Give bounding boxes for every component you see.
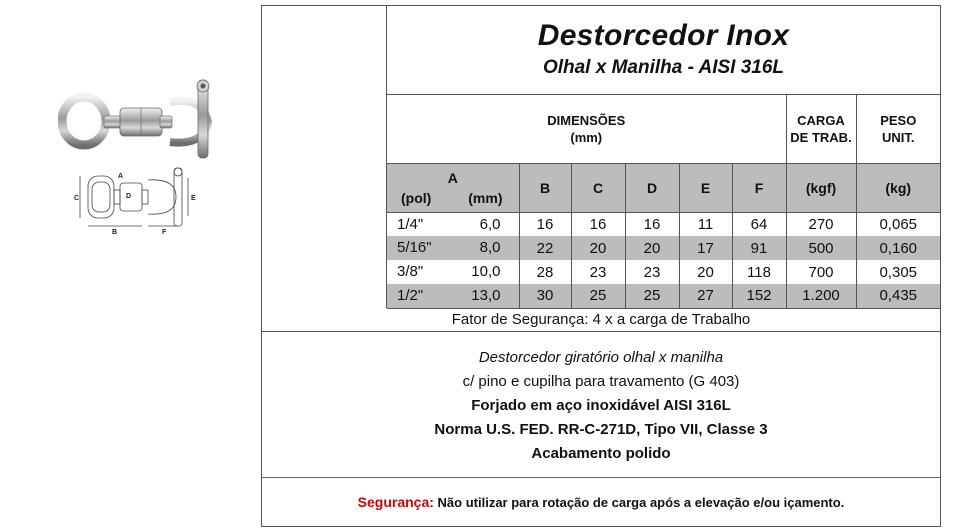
cell-f: 91	[732, 236, 786, 260]
header-row	[387, 95, 940, 163]
cell-kg: 0,305	[879, 263, 918, 281]
cell-b: 30	[519, 284, 571, 308]
product-title: Destorcedor Inox	[537, 19, 790, 52]
product-image	[58, 74, 230, 234]
dimension-diagram	[80, 168, 188, 226]
table-row	[387, 236, 940, 260]
cell-a	[387, 236, 519, 260]
title-block	[387, 6, 940, 95]
table-row	[387, 260, 940, 284]
cell-b: 16	[519, 212, 571, 236]
cell-e: 20	[679, 260, 732, 284]
cell-a-mm: 10,0	[471, 263, 501, 280]
column-kg-header: (kg)	[856, 163, 940, 212]
cell-c: 25	[571, 284, 625, 308]
dimensions-header: DIMENSÕES (mm)	[387, 95, 786, 163]
cell-a-pol: 5/16"	[397, 239, 432, 256]
cell-e: 11	[679, 212, 732, 236]
table-row	[387, 212, 940, 236]
cell-a	[387, 260, 519, 284]
cell-f: 118	[732, 260, 786, 284]
description-line-3: Forjado em aço inoxidável AISI 316L	[471, 397, 731, 414]
safety-factor: Fator de Segurança: 4 x a carga de Trabalho	[262, 308, 940, 332]
diagram-letter-e: E	[191, 195, 196, 202]
column-e-header: E	[679, 163, 732, 212]
column-c-header: C	[571, 163, 625, 212]
cell-f: 152	[732, 284, 786, 308]
column-a-header: A (pol) (mm)	[387, 163, 519, 212]
cell-a	[387, 284, 519, 308]
diagram-letter-c: C	[74, 195, 80, 202]
cell-e: 27	[679, 284, 732, 308]
cell-a	[387, 212, 519, 236]
cell-kgf: 270	[786, 212, 856, 236]
cell-a-pol: 1/4"	[397, 215, 424, 233]
safety-warning	[262, 477, 940, 526]
cell-a-mm: 13,0	[471, 287, 501, 304]
cell-kgf: 1.200	[786, 284, 856, 308]
cell-b: 28	[519, 260, 571, 284]
diagram-letter-d: D	[126, 193, 132, 200]
table-row	[387, 284, 940, 308]
description-line-5: Acabamento polido	[531, 445, 671, 462]
cell-kgf: 700	[786, 260, 856, 284]
description-line-2: c/ pino e cupilha para travamento (G 403)	[462, 373, 740, 390]
cell-d: 20	[625, 236, 679, 260]
spec-table	[387, 95, 940, 309]
cell-a-pol: 3/8"	[397, 263, 424, 280]
cell-e: 17	[679, 236, 732, 260]
column-f-header: F	[732, 163, 786, 212]
subheader-row	[387, 163, 940, 212]
safety-text: Não utilizar para rotação de carga após a elevação e/ou içamento.	[437, 495, 845, 510]
cell-d: 25	[625, 284, 679, 308]
diagram-letter-f: F	[162, 229, 167, 234]
cell-d: 23	[625, 260, 679, 284]
cell-kg: 0,435	[856, 284, 940, 308]
cell-kgf: 500	[786, 236, 856, 260]
cell-f: 64	[732, 212, 786, 236]
cell-d: 16	[625, 212, 679, 236]
column-b-header: B	[519, 163, 571, 212]
product-subtitle: Olhal x Manilha - AISI 316L	[542, 57, 785, 78]
diagram-letter-b: B	[112, 229, 118, 234]
swivel-photo	[62, 80, 209, 158]
column-kgf-header: (kgf)	[786, 163, 856, 212]
cell-c: 20	[571, 236, 625, 260]
cell-kg: 0,160	[856, 236, 940, 260]
description-line-4: Norma U.S. FED. RR-C-271D, Tipo VII, Classe 3	[434, 421, 768, 438]
description	[262, 346, 940, 466]
cell-a-mm: 6,0	[479, 215, 501, 233]
cell-a-mm: 8,0	[479, 239, 501, 256]
load-header: CARGA DE TRAB.	[786, 95, 856, 163]
column-d-header: D	[625, 163, 679, 212]
cell-c: 16	[571, 212, 625, 236]
safety-label: Segurança:	[357, 494, 434, 510]
weight-header: PESO UNIT.	[856, 95, 940, 163]
cell-c: 23	[571, 260, 625, 284]
cell-b: 22	[519, 236, 571, 260]
spec-sheet-frame	[261, 5, 941, 527]
diagram-letter-a: A	[118, 173, 124, 180]
cell-kg: 0,065	[879, 215, 918, 233]
cell-a-pol: 1/2"	[397, 287, 424, 304]
description-line-1: Destorcedor giratório olhal x manilha	[478, 349, 724, 366]
